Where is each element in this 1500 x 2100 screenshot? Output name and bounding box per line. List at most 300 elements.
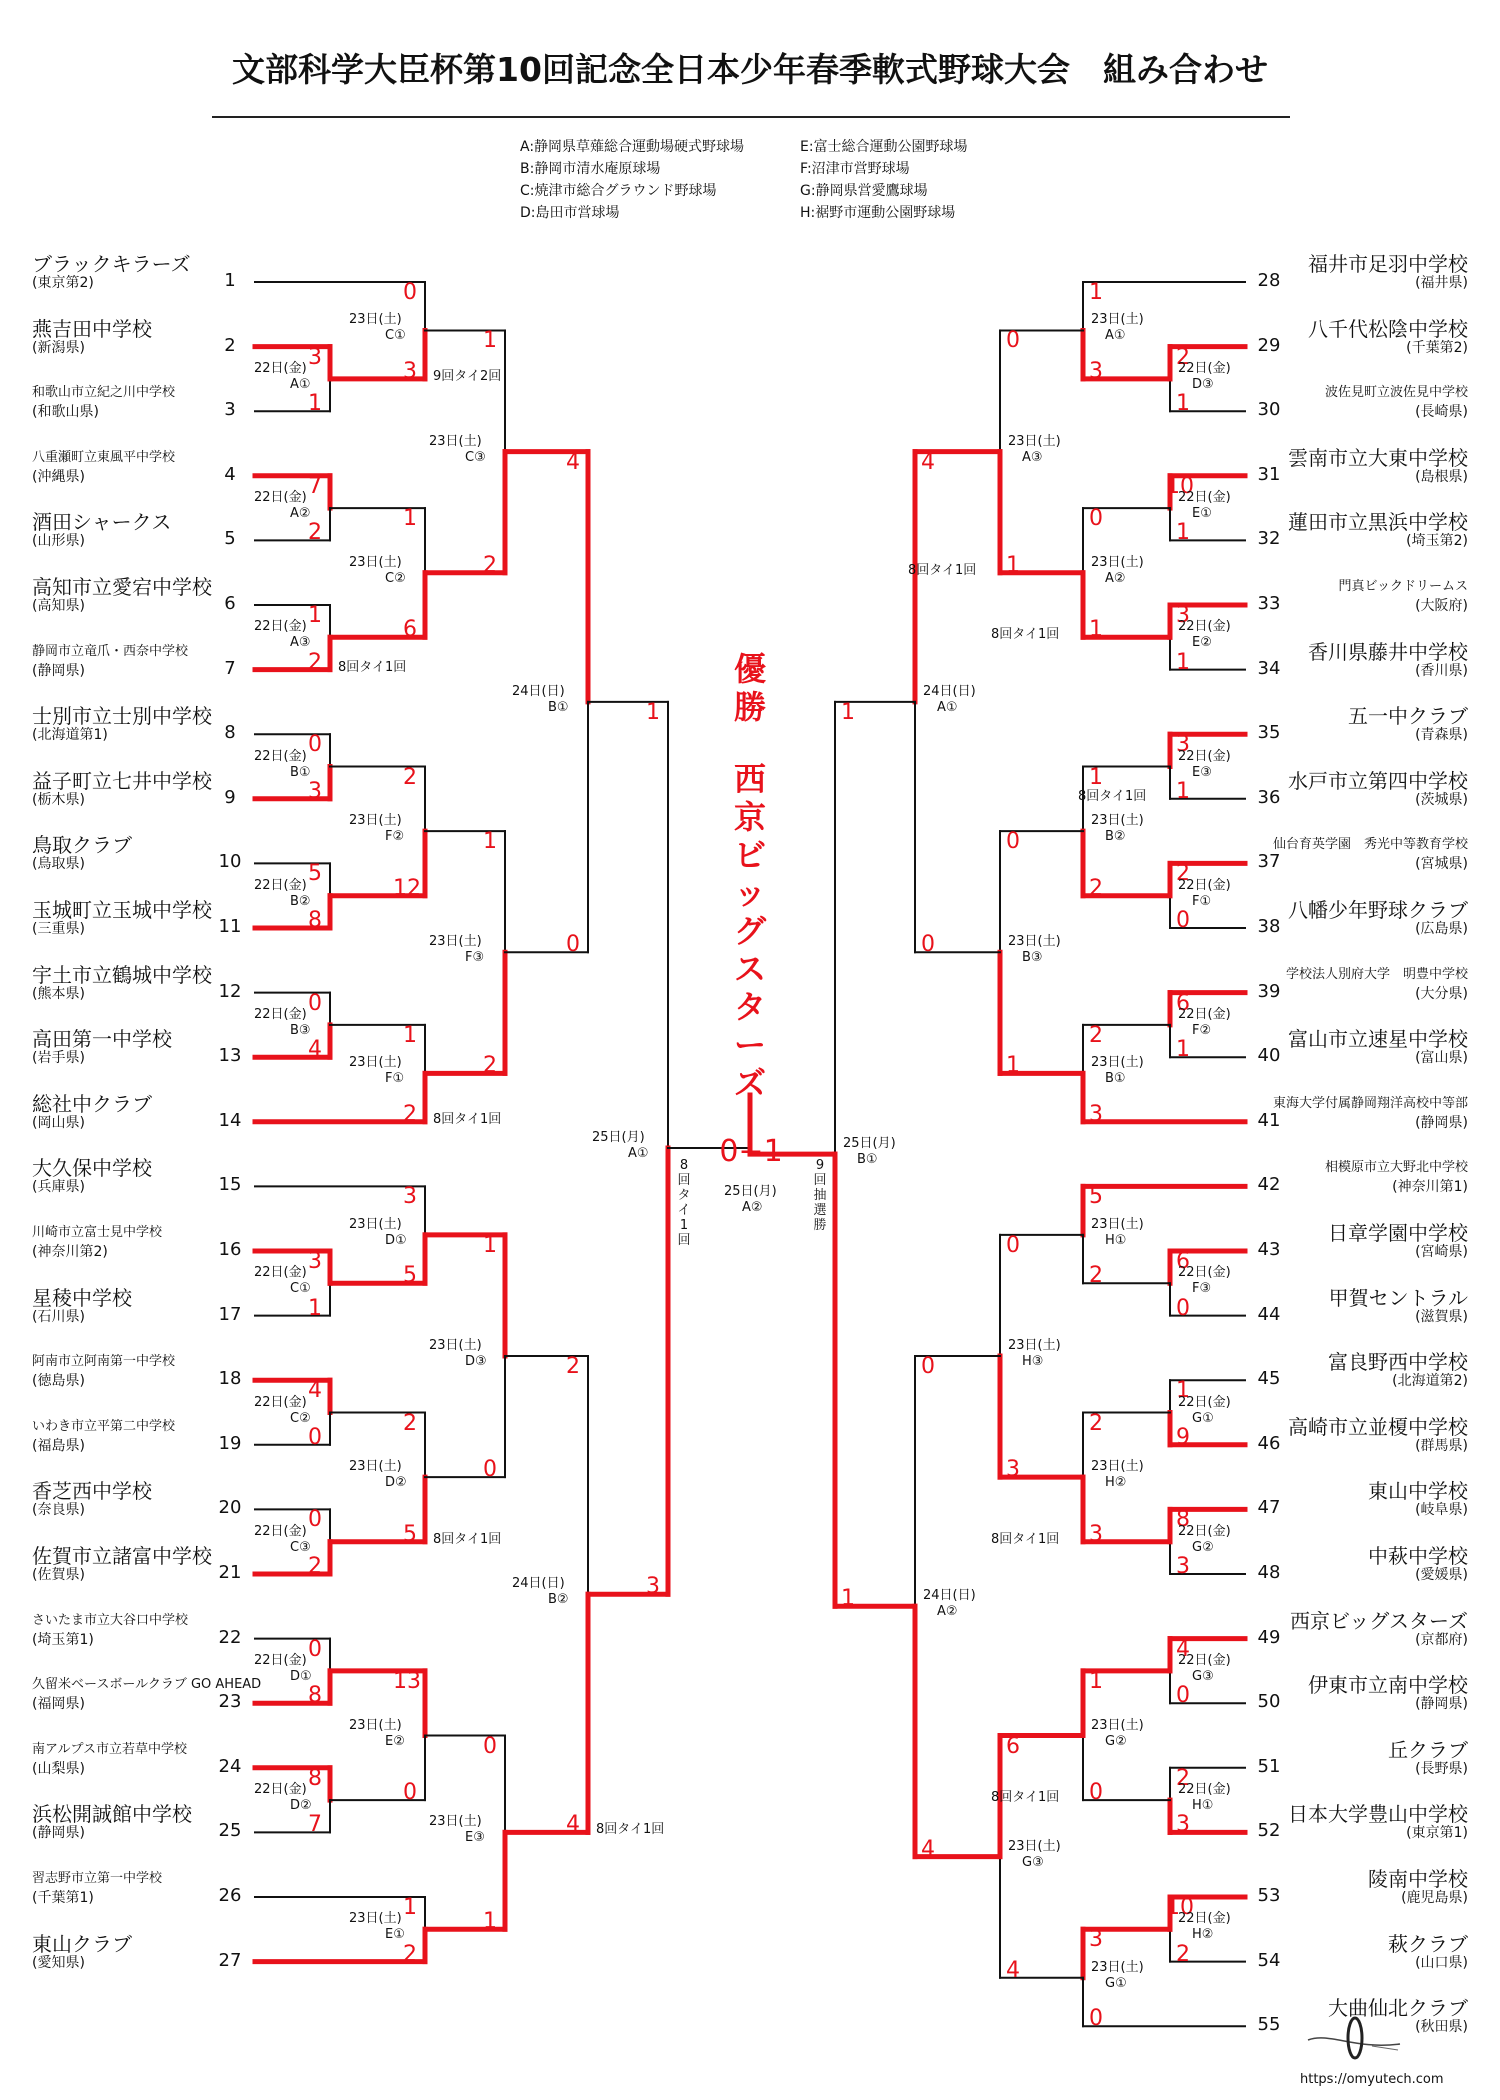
game-note: 8回タイ1回: [1078, 788, 1147, 804]
game-score-top: 6: [1176, 1249, 1190, 1274]
game-score-top: 1: [308, 603, 322, 628]
game-date: 22日(金): [1178, 1911, 1231, 1927]
game-date: 23日(土): [429, 433, 482, 449]
game-note: 8回タイ1回: [991, 627, 1060, 643]
team-name: 東山中学校: [1368, 1479, 1468, 1504]
game-note: 8回タイ1回: [991, 1790, 1060, 1806]
team-name: 丘クラブ: [1388, 1737, 1468, 1762]
team-prefecture: (山口県): [1415, 1954, 1468, 1971]
game-date: 23日(土): [1091, 1459, 1144, 1475]
team-name: 陵南中学校: [1368, 1867, 1468, 1891]
team-seed-number: 40: [1257, 1045, 1281, 1067]
game-score-top: 2: [1176, 344, 1190, 370]
team-name: 富山市立速星中学校: [1288, 1027, 1468, 1052]
team-prefecture: (長野県): [1415, 1760, 1468, 1777]
team-name: 和歌山市立紀之川中学校: [32, 385, 176, 401]
team-name: 星稜中学校: [32, 1285, 132, 1310]
game-note: 8回タイ1回: [338, 659, 407, 675]
game-score-top: 1: [483, 328, 497, 354]
game-date: 22日(金): [1178, 360, 1231, 376]
game-score-bottom: 3: [1089, 1101, 1103, 1127]
team-name: 浜松開誠館中学校: [32, 1802, 192, 1827]
game-date: 22日(金): [254, 1006, 307, 1022]
team-prefecture: (島根県): [1415, 468, 1468, 485]
team-prefecture: (和歌山県): [32, 404, 99, 421]
team-prefecture: (広島県): [1415, 921, 1468, 937]
game-date: 22日(金): [1178, 1523, 1231, 1539]
team-prefecture: (鳥取県): [32, 856, 85, 873]
team-prefecture: (奈良県): [32, 1502, 85, 1519]
game-venue: B③: [290, 1022, 311, 1038]
site-url: https://omyutech.com: [1300, 2072, 1444, 2087]
venue-d: D:島田市営球場: [520, 205, 620, 221]
game-score-top: 0: [1006, 1232, 1020, 1258]
team-seed-number: 3: [224, 399, 236, 421]
game-venue: C①: [385, 328, 406, 344]
team-name: 波佐見町立波佐見中学校: [1324, 385, 1468, 401]
team-prefecture: (秋田県): [1415, 2019, 1468, 2036]
game-score-bottom: 4: [921, 1836, 935, 1862]
game-score-top: 0: [308, 1636, 322, 1662]
game-venue: E①: [1192, 506, 1212, 522]
team-prefecture: (愛媛県): [1415, 1567, 1468, 1583]
game-score-top: 1: [1089, 1668, 1103, 1694]
team-seed-number: 7: [224, 657, 236, 679]
game-score-top: 0: [1006, 328, 1020, 354]
game-score-bottom: 3: [308, 778, 322, 804]
team-seed-number: 43: [1257, 1239, 1281, 1260]
game-venue: D①: [290, 1668, 312, 1684]
team-prefecture: (福岡県): [32, 1696, 85, 1713]
game-date: 24日(日): [512, 683, 565, 699]
game-score-top: 0: [1006, 829, 1020, 855]
team-prefecture: (群馬県): [1415, 1437, 1468, 1454]
team-seed-number: 41: [1257, 1109, 1281, 1131]
team-name: 福井市足羽中学校: [1308, 252, 1468, 276]
game-venue: C③: [290, 1539, 311, 1555]
team-prefecture: (京都府): [1415, 1631, 1468, 1648]
game-venue: A②: [1105, 570, 1126, 586]
game-date: 22日(金): [254, 1652, 307, 1668]
game-venue: D②: [385, 1475, 407, 1491]
game-score-top: 4: [921, 449, 935, 475]
logo-icon: [1300, 2010, 1410, 2070]
team-seed-number: 28: [1257, 270, 1281, 291]
game-score-top: 5: [308, 861, 322, 887]
game-score-bottom: 1: [1006, 1053, 1020, 1079]
final-left-note: 8回タイ1回: [677, 1158, 691, 1248]
final-score: 0−1: [719, 1134, 783, 1169]
team-seed-number: 45: [1257, 1368, 1281, 1390]
team-seed-number: 14: [218, 1109, 242, 1131]
team-prefecture: (北海道第1): [32, 727, 108, 744]
game-score-top: 0: [308, 990, 322, 1016]
game-note: 8回タイ1回: [908, 562, 977, 578]
game-date: 22日(金): [1178, 877, 1231, 893]
team-seed-number: 51: [1257, 1755, 1281, 1777]
game-venue: G②: [1105, 1733, 1127, 1749]
game-venue: A②: [937, 1604, 958, 1620]
team-prefecture: (東京第2): [32, 275, 94, 291]
game-venue: H②: [1105, 1475, 1127, 1491]
game-venue: A②: [290, 506, 311, 522]
team-seed-number: 49: [1257, 1626, 1281, 1648]
game-score-top: 7: [308, 473, 322, 499]
game-score-top: 1: [646, 699, 660, 725]
team-name: 佐賀市立諸富中学校: [32, 1544, 212, 1568]
game-venue: B③: [1022, 950, 1043, 966]
team-name: 伊東市立南中学校: [1308, 1673, 1468, 1698]
team-name: 富良野西中学校: [1328, 1350, 1468, 1375]
game-date: 23日(土): [349, 554, 402, 570]
team-seed-number: 10: [218, 851, 242, 873]
team-prefecture: (香川県): [1415, 662, 1468, 679]
game-score-bottom: 2: [403, 1101, 417, 1127]
game-venue: D②: [290, 1798, 312, 1814]
game-score-top: 1: [1089, 764, 1103, 790]
game-note: 9回タイ2回: [433, 368, 502, 384]
team-seed-number: 36: [1257, 786, 1281, 808]
game-score-top: 8: [308, 1765, 322, 1791]
game-venue: C②: [385, 570, 406, 586]
game-score-top: 0: [308, 1507, 322, 1533]
team-name: 相模原市立大野北中学校: [1324, 1160, 1468, 1176]
team-seed-number: 35: [1257, 722, 1281, 744]
game-venue: H②: [1192, 1927, 1214, 1943]
game-date: 25日(月): [592, 1130, 645, 1146]
game-date: 23日(土): [349, 1055, 402, 1071]
game-venue: A①: [290, 376, 311, 392]
game-venue: C②: [290, 1410, 311, 1426]
game-score-bottom: 0: [403, 1780, 417, 1806]
game-score-top: 2: [1089, 1410, 1103, 1436]
game-date: 23日(土): [349, 1216, 402, 1232]
game-score-bottom: 1: [483, 1909, 497, 1935]
game-score-top: 1: [403, 1895, 417, 1920]
venue-c: C:焼津市総合グラウンド野球場: [520, 183, 717, 199]
game-venue: A①: [937, 699, 958, 715]
game-score-top: 13: [393, 1668, 421, 1694]
game-note: 8回タイ1回: [433, 1111, 502, 1127]
team-name: 日章学園中学校: [1328, 1221, 1468, 1245]
game-score-bottom: 5: [403, 1263, 417, 1289]
team-name: 五一中クラブ: [1348, 704, 1468, 729]
team-prefecture: (静岡県): [32, 662, 85, 679]
game-venue: F③: [1192, 1281, 1212, 1297]
game-date: 22日(金): [1178, 1394, 1231, 1410]
game-date: 22日(金): [1178, 748, 1231, 764]
team-seed-number: 5: [224, 528, 236, 550]
game-score-top: 10: [1166, 1895, 1194, 1920]
team-name: 玉城町立玉城中学校: [32, 898, 212, 922]
game-score-top: 4: [1176, 1636, 1190, 1662]
game-venue: A①: [628, 1146, 649, 1162]
game-date: 22日(金): [254, 360, 307, 376]
game-venue: A③: [290, 635, 311, 651]
game-score-top: 4: [566, 449, 580, 475]
team-prefecture: (千葉第1): [32, 1890, 94, 1906]
game-score-bottom: 4: [566, 1812, 580, 1838]
game-score-top: 1: [403, 1022, 417, 1048]
game-score-top: 3: [308, 1249, 322, 1274]
game-score-top: 0: [921, 1353, 935, 1379]
team-prefecture: (埼玉第2): [1406, 533, 1468, 550]
game-date: 22日(金): [1178, 1782, 1231, 1798]
game-date: 22日(金): [1178, 1006, 1231, 1022]
game-date: 23日(土): [429, 1814, 482, 1830]
game-score-bottom: 0: [308, 1424, 322, 1450]
game-score-bottom: 3: [1089, 358, 1103, 384]
game-score-top: 6: [1176, 990, 1190, 1016]
team-prefecture: (神奈川第1): [1392, 1179, 1468, 1196]
venue-b: B:静岡市清水庵原球場: [520, 161, 661, 177]
game-venue: B①: [548, 699, 569, 715]
game-date: 22日(金): [254, 748, 307, 764]
game-date: 23日(土): [349, 813, 402, 829]
game-score-bottom: 2: [403, 1941, 417, 1967]
game-score-bottom: 1: [1089, 617, 1103, 643]
team-name: 蓮田市立黒浜中学校: [1288, 510, 1468, 535]
game-venue: H①: [1105, 1232, 1127, 1248]
team-name: 鳥取クラブ: [32, 833, 132, 858]
team-name: 益子町立七井中学校: [32, 768, 212, 793]
game-date: 22日(金): [254, 1782, 307, 1798]
game-note: 8回タイ1回: [596, 1822, 665, 1838]
game-score-bottom: 2: [1089, 1263, 1103, 1289]
team-name: 西京ビッグスターズ: [1290, 1608, 1468, 1633]
team-name: 高崎市立並榎中学校: [1288, 1414, 1468, 1439]
team-prefecture: (大阪府): [1415, 598, 1468, 614]
game-date: 23日(土): [349, 1911, 402, 1927]
game-score-bottom: 1: [1176, 778, 1190, 804]
game-score-top: 0: [308, 732, 322, 758]
game-date: 23日(土): [349, 1459, 402, 1475]
final-date: 25日(月): [724, 1184, 777, 1199]
team-seed-number: 24: [218, 1755, 242, 1777]
team-prefecture: (北海道第2): [1392, 1373, 1468, 1390]
game-venue: E②: [1192, 635, 1212, 651]
game-venue: G①: [1105, 1975, 1127, 1991]
team-name: 総社中クラブ: [32, 1091, 152, 1116]
team-prefecture: (宮崎県): [1415, 1244, 1468, 1260]
team-name: 八幡少年野球クラブ: [1288, 898, 1468, 922]
game-date: 25日(月): [843, 1136, 896, 1152]
team-prefecture: (岩手県): [32, 1050, 85, 1067]
game-venue: G②: [1192, 1539, 1214, 1555]
team-name: 宇土市立鶴城中学校: [32, 962, 212, 987]
team-prefecture: (宮城県): [1415, 856, 1468, 873]
team-prefecture: (兵庫県): [32, 1179, 85, 1196]
team-seed-number: 47: [1257, 1497, 1281, 1519]
team-seed-number: 27: [218, 1949, 242, 1971]
team-name: 士別市立士別中学校: [32, 704, 212, 729]
game-score-bottom: 3: [1006, 1457, 1020, 1483]
team-name: 香川県藤井中学校: [1308, 639, 1468, 664]
team-prefecture: (岡山県): [32, 1114, 85, 1131]
game-venue: C①: [290, 1281, 311, 1297]
game-date: 23日(土): [1091, 554, 1144, 570]
game-score-bottom: 5: [403, 1521, 417, 1547]
team-seed-number: 33: [1257, 593, 1281, 614]
game-score-bottom: 3: [1089, 1521, 1103, 1547]
team-name: 門真ビックドリームス: [1338, 579, 1468, 594]
team-seed-number: 16: [218, 1239, 242, 1260]
team-prefecture: (福井県): [1415, 275, 1468, 291]
team-prefecture: (神奈川第2): [32, 1244, 108, 1260]
game-venue: F①: [1192, 893, 1212, 909]
team-prefecture: (大分県): [1415, 985, 1468, 1002]
game-date: 22日(金): [1178, 490, 1231, 506]
game-date: 23日(土): [429, 1337, 482, 1353]
team-name: 東海大学付属静岡翔洋高校中等部: [1272, 1095, 1468, 1111]
team-prefecture: (千葉第2): [1406, 339, 1468, 356]
team-name: 仙台育英学園 秀光中等教育学校: [1272, 837, 1468, 853]
game-score-bottom: 2: [308, 520, 322, 546]
team-prefecture: (三重県): [32, 921, 85, 937]
game-score-bottom: 1: [1176, 1037, 1190, 1063]
game-score-bottom: 3: [1176, 1554, 1190, 1579]
team-seed-number: 32: [1257, 528, 1281, 550]
team-prefecture: (福島県): [32, 1437, 85, 1454]
game-date: 23日(土): [1091, 1959, 1144, 1975]
game-score-bottom: 1: [1006, 552, 1020, 578]
game-venue: B①: [1105, 1071, 1126, 1087]
game-score-top: 1: [483, 1232, 497, 1258]
game-score-top: 2: [1089, 1022, 1103, 1048]
game-venue: F②: [385, 829, 405, 845]
team-seed-number: 13: [218, 1045, 242, 1067]
team-seed-number: 4: [224, 463, 236, 485]
game-note: 8回タイ1回: [433, 1531, 502, 1547]
game-score-top: 2: [566, 1353, 580, 1379]
team-prefecture: (山梨県): [32, 1760, 85, 1777]
team-prefecture: (新潟県): [32, 339, 85, 356]
team-prefecture: (滋賀県): [1415, 1308, 1468, 1325]
team-seed-number: 30: [1257, 399, 1281, 421]
team-seed-number: 52: [1257, 1820, 1281, 1842]
team-prefecture: (埼玉第1): [32, 1631, 94, 1648]
team-name: 香芝西中学校: [32, 1479, 152, 1504]
game-score-bottom: 1: [1176, 391, 1190, 417]
game-score-top: 3: [403, 1184, 417, 1210]
game-score-bottom: 4: [308, 1037, 322, 1063]
venue-h: H:裾野市運動公園野球場: [800, 205, 956, 221]
team-seed-number: 31: [1257, 463, 1281, 485]
team-name: 大久保中学校: [32, 1156, 152, 1181]
game-venue: H③: [1022, 1353, 1044, 1369]
game-date: 23日(土): [429, 934, 482, 950]
game-date: 22日(金): [254, 619, 307, 635]
champion-team: 西京ビッグスターズ: [734, 760, 767, 1102]
game-score-bottom: 8: [308, 908, 322, 933]
game-score-top: 4: [308, 1378, 322, 1404]
game-score-bottom: 3: [646, 1574, 660, 1600]
team-prefecture: (徳島県): [32, 1373, 85, 1390]
game-date: 22日(金): [1178, 1652, 1231, 1668]
team-seed-number: 21: [218, 1562, 242, 1583]
team-prefecture: (熊本県): [32, 985, 85, 1002]
team-seed-number: 9: [224, 786, 236, 808]
game-score-top: 8: [1176, 1507, 1190, 1533]
team-seed-number: 55: [1257, 2014, 1281, 2036]
game-date: 24日(日): [923, 1588, 976, 1604]
team-name: 大曲仙北クラブ: [1328, 1996, 1468, 2021]
team-name: 燕吉田中学校: [32, 316, 152, 341]
game-score-top: 0: [1089, 506, 1103, 532]
team-seed-number: 39: [1257, 980, 1281, 1002]
game-score-top: 0: [403, 280, 417, 305]
game-score-top: 5: [1089, 1184, 1103, 1210]
team-name: 八千代松陰中学校: [1308, 316, 1468, 341]
team-name: 静岡市立竜爪・西奈中学校: [32, 643, 189, 659]
team-name: 甲賀セントラル: [1328, 1285, 1468, 1310]
team-name: 高田第一中学校: [32, 1027, 172, 1052]
team-seed-number: 38: [1257, 916, 1281, 937]
game-venue: A③: [1022, 449, 1043, 465]
game-venue: F②: [1192, 1022, 1212, 1038]
game-date: 23日(土): [1008, 1337, 1061, 1353]
team-seed-number: 15: [218, 1174, 242, 1196]
team-name: 八重瀬町立東風平中学校: [32, 449, 176, 465]
game-score-bottom: 6: [403, 617, 417, 643]
team-name: 久留米ベースボールクラブ GO AHEAD: [32, 1677, 262, 1693]
team-prefecture: (高知県): [32, 598, 85, 614]
game-date: 23日(土): [349, 1717, 402, 1733]
game-score-bottom: 4: [1006, 1957, 1020, 1983]
team-seed-number: 25: [218, 1820, 242, 1842]
game-date: 22日(金): [254, 490, 307, 506]
game-score-bottom: 2: [1089, 875, 1103, 901]
game-date: 23日(土): [1008, 1838, 1061, 1854]
team-seed-number: 50: [1257, 1691, 1281, 1713]
game-date: 24日(日): [923, 683, 976, 699]
team-seed-number: 48: [1257, 1562, 1281, 1583]
game-date: 22日(金): [254, 1394, 307, 1410]
game-score-bottom: 0: [1089, 2006, 1103, 2032]
game-score-top: 2: [1176, 861, 1190, 887]
game-score-bottom: 2: [308, 1554, 322, 1579]
team-prefecture: (長崎県): [1415, 404, 1468, 421]
team-prefecture: (東京第1): [1406, 1825, 1468, 1842]
venue-a: A:静岡県草薙総合運動場硬式野球場: [520, 139, 745, 155]
team-seed-number: 8: [224, 722, 236, 744]
game-venue: E③: [1192, 764, 1212, 780]
game-score-top: 3: [308, 344, 322, 370]
team-seed-number: 26: [218, 1885, 242, 1906]
game-note: 8回タイ1回: [991, 1531, 1060, 1547]
team-name: 阿南市立阿南第一中学校: [32, 1354, 176, 1370]
team-prefecture: (栃木県): [32, 791, 85, 808]
team-seed-number: 42: [1257, 1174, 1281, 1196]
team-prefecture: (鹿児島県): [1401, 1890, 1468, 1906]
team-seed-number: 46: [1257, 1432, 1281, 1454]
game-score-bottom: 0: [921, 932, 935, 958]
team-prefecture: (静岡県): [1415, 1114, 1468, 1131]
team-name: 東山クラブ: [32, 1931, 132, 1956]
game-date: 23日(土): [1091, 813, 1144, 829]
team-name: 中萩中学校: [1368, 1544, 1468, 1568]
team-seed-number: 17: [218, 1303, 242, 1325]
game-venue: G①: [1192, 1410, 1214, 1426]
game-venue: B②: [290, 893, 311, 909]
game-score-top: 2: [403, 764, 417, 790]
team-name: 習志野市立第一中学校: [32, 1871, 163, 1886]
team-name: 高知市立愛宕中学校: [32, 575, 212, 599]
game-score-bottom: 0: [1176, 1683, 1190, 1709]
game-score-top: 3: [1089, 1927, 1103, 1953]
game-score-top: 3: [1176, 732, 1190, 758]
game-venue: D③: [465, 1353, 487, 1369]
